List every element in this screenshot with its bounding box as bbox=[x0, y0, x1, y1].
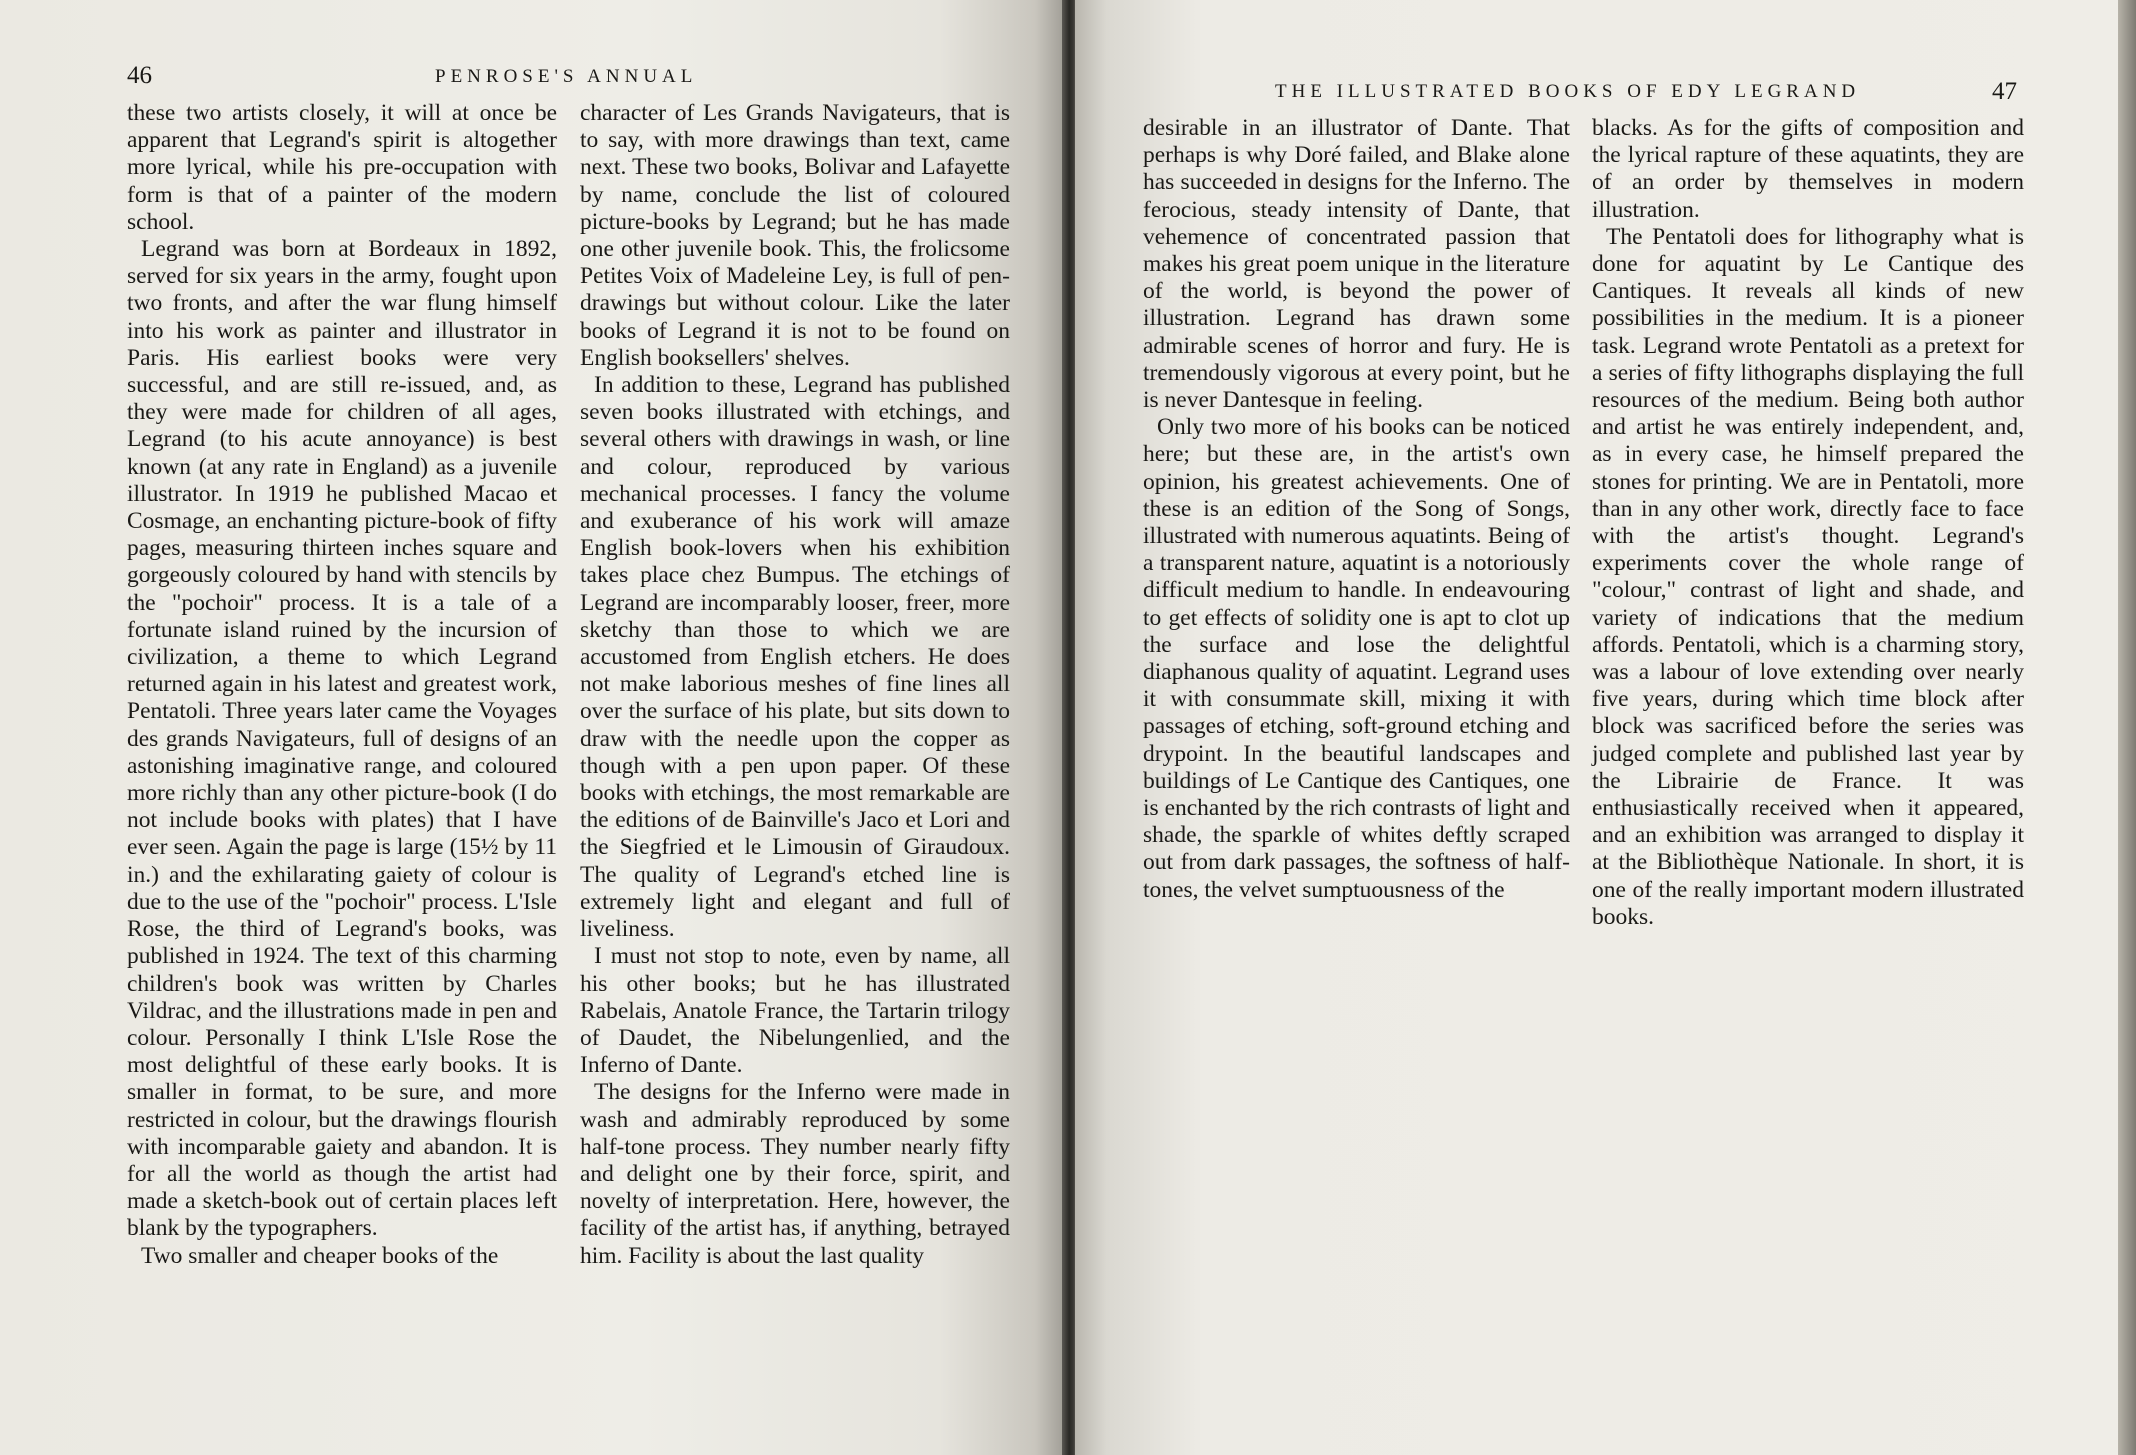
paragraph: blacks. As for the gifts of composition and the lyrical rapture of these aquatints, they are of an order by themselves in modern illustration. bbox=[1592, 115, 2024, 223]
paragraph: Legrand was born at Bordeaux in 1892, served for six years in the army, fought upon two fronts, and after the war flung himself into his work as painter and illustrator in Paris. His earliest books were very successful, and are still re-issued, and, as they were made for children of all ages, Legrand (to his acute annoyance) is best known (at any rate in England) as a juvenile illustrator. In 1919 he published Macao et Cosmage, an enchanting picture-book of fifty pages, measuring thirteen inches square and gorgeously coloured by hand with stencils by the "pochoir" process. It is a tale of a fortunate island ruined by the incursion of civilization, a theme to which Legrand returned again in his latest and greatest work, Pentatoli. Three years later came the Voyages des grands Navigateurs, full of designs of an astonishing imaginative range, and coloured more richly than any other picture-book (I do not include books with plates) that I have ever seen. Again the page is large (15½ by 11 in.) and the exhilarating gaiety of colour is due to the use of the "pochoir" process. L'Isle Rose, the third of Legrand's books, was published in 1924. The text of this charming children's book was written by Charles Vildrac, and the illustrations made in pen and colour. Personally I think L'Isle Rose the most delightful of these early books. It is smaller in format, to be sure, and more restricted in colour, but the drawings flourish with incomparable gaiety and abandon. It is for all the world as though the artist had made a sketch-book out of certain places left blank by the typographers. bbox=[127, 236, 557, 1242]
right-page bbox=[1075, 0, 2136, 1455]
page-number-right: 47 bbox=[1992, 78, 2017, 105]
running-head-right: THE ILLUSTRATED BOOKS OF EDY LEGRAND bbox=[1275, 81, 1861, 102]
paragraph: The Pentatoli does for lithography what is done for aquatint by Le Cantique des Cantiques. It reveals all kinds of new possibilities in the medium. It is a pioneer task. Legrand wrote Pentatoli as a pretext for a series of fifty lithographs displaying the full resources of the medium. Being both author and artist he was entirely independent, and, as in every case, he himself prepared the stones for printing. We are in Pentatoli, more than in any other work, directly face to face with the artist's thought. Legrand's experiments cover the whole range of "colour," contrast of light and shade, and variety of indications that the medium affords. Pentatoli, which is a charming story, was a labour of love extending over nearly five years, during which time block after block was sacrificed before the series was judged complete and published last year by the Librairie de France. It was enthusiastically received when it appeared, and an exhibition was arranged to display it at the Bibliothèque Nationale. In short, it is one of the really important modern illustrated books. bbox=[1592, 223, 2024, 930]
paragraph: character of Les Grands Navigateurs, that is to say, with more drawings than text, came next. These two books, Bolivar and Lafayette by name, conclude the list of coloured picture-books by Legrand; but he has made one other juvenile book. This, the frolicsome Petites Voix of Madeleine Ley, is full of pen-drawings but without colour. Like the later books of Legrand it is not to be found on English booksellers' shelves. bbox=[580, 100, 1010, 371]
right-page-column-2 bbox=[1592, 115, 2024, 931]
left-page-column-2 bbox=[580, 100, 1010, 1270]
running-head-left: PENROSE'S ANNUAL bbox=[435, 66, 698, 87]
page-number-left: 46 bbox=[127, 62, 152, 89]
right-page-column-1 bbox=[1143, 115, 1570, 904]
paragraph: The designs for the Inferno were made in wash and admirably reproduced by some half-tone process. They number nearly fifty and delight one by their force, spirit, and novelty of interpretation. Here, however, the facility of the artist has, if anything, betrayed him. Facility is about the last quality bbox=[580, 1079, 1010, 1269]
page-edge bbox=[2118, 0, 2136, 1455]
paragraph: I must not stop to note, even by name, all his other books; but he has illustrated Rabelais, Anatole France, the Tartarin trilogy of Daudet, the Nibelungenlied, and the Inferno of Dante. bbox=[580, 943, 1010, 1079]
paragraph: Two smaller and cheaper books of the bbox=[141, 1242, 499, 1269]
paragraph: desirable in an illustrator of Dante. That perhaps is why Doré failed, and Blake alone has succeeded in designs for the Inferno. The ferocious, steady intensity of Dante, that vehemence of concentrated passion that makes his great poem unique in the literature of the world, is beyond the power of illustration. Legrand has drawn some admirable scenes of horror and fury. He is tremendously vigorous at every point, but he is never Dantesque in feeling. bbox=[1143, 115, 1570, 414]
left-page-column-1 bbox=[127, 100, 557, 1270]
paragraph: In addition to these, Legrand has published seven books illustrated with etchings, and several others with drawings in wash, or line and colour, reproduced by various mechanical processes. I fancy the volume and exuberance of his work will amaze English book-lovers when his exhibition takes place chez Bumpus. The etchings of Legrand are incomparably looser, freer, more sketchy than those to which we are accustomed from English etchers. He does not make laborious meshes of fine lines all over the surface of his plate, but sits down to draw with the needle upon the copper as though with a pen upon paper. Of these books with etchings, the most remarkable are the editions of de Bainville's Jaco et Lori and the Siegfried et le Limousin of Giraudoux. The quality of Legrand's etched line is extremely light and elegant and full of liveliness. bbox=[580, 372, 1010, 943]
paragraph: these two artists closely, it will at once be apparent that Legrand's spirit is altogether more lyrical, while his pre-occupation with form is that of a painter of the modern school. bbox=[127, 100, 557, 235]
paragraph: Only two more of his books can be noticed here; but these are, in the artist's own opinion, his greatest achievements. One of these is an edition of the Song of Songs, illustrated with numerous aquatints. Being of a transparent nature, aquatint is a notoriously difficult medium to handle. In endeavouring to get effects of solidity one is apt to clot up the surface and lose the delightful diaphanous quality of aquatint. Legrand uses it with consummate skill, mixing it with passages of etching, soft-ground etching and drypoint. In the beautiful landscapes and buildings of Le Cantique des Cantiques, one is enchanted by the rich contrasts of light and shade, the sparkle of whites deftly scraped out from dark passages, the softness of half-tones, the velvet sumptuousness of the bbox=[1143, 414, 1570, 903]
left-page bbox=[0, 0, 1067, 1455]
